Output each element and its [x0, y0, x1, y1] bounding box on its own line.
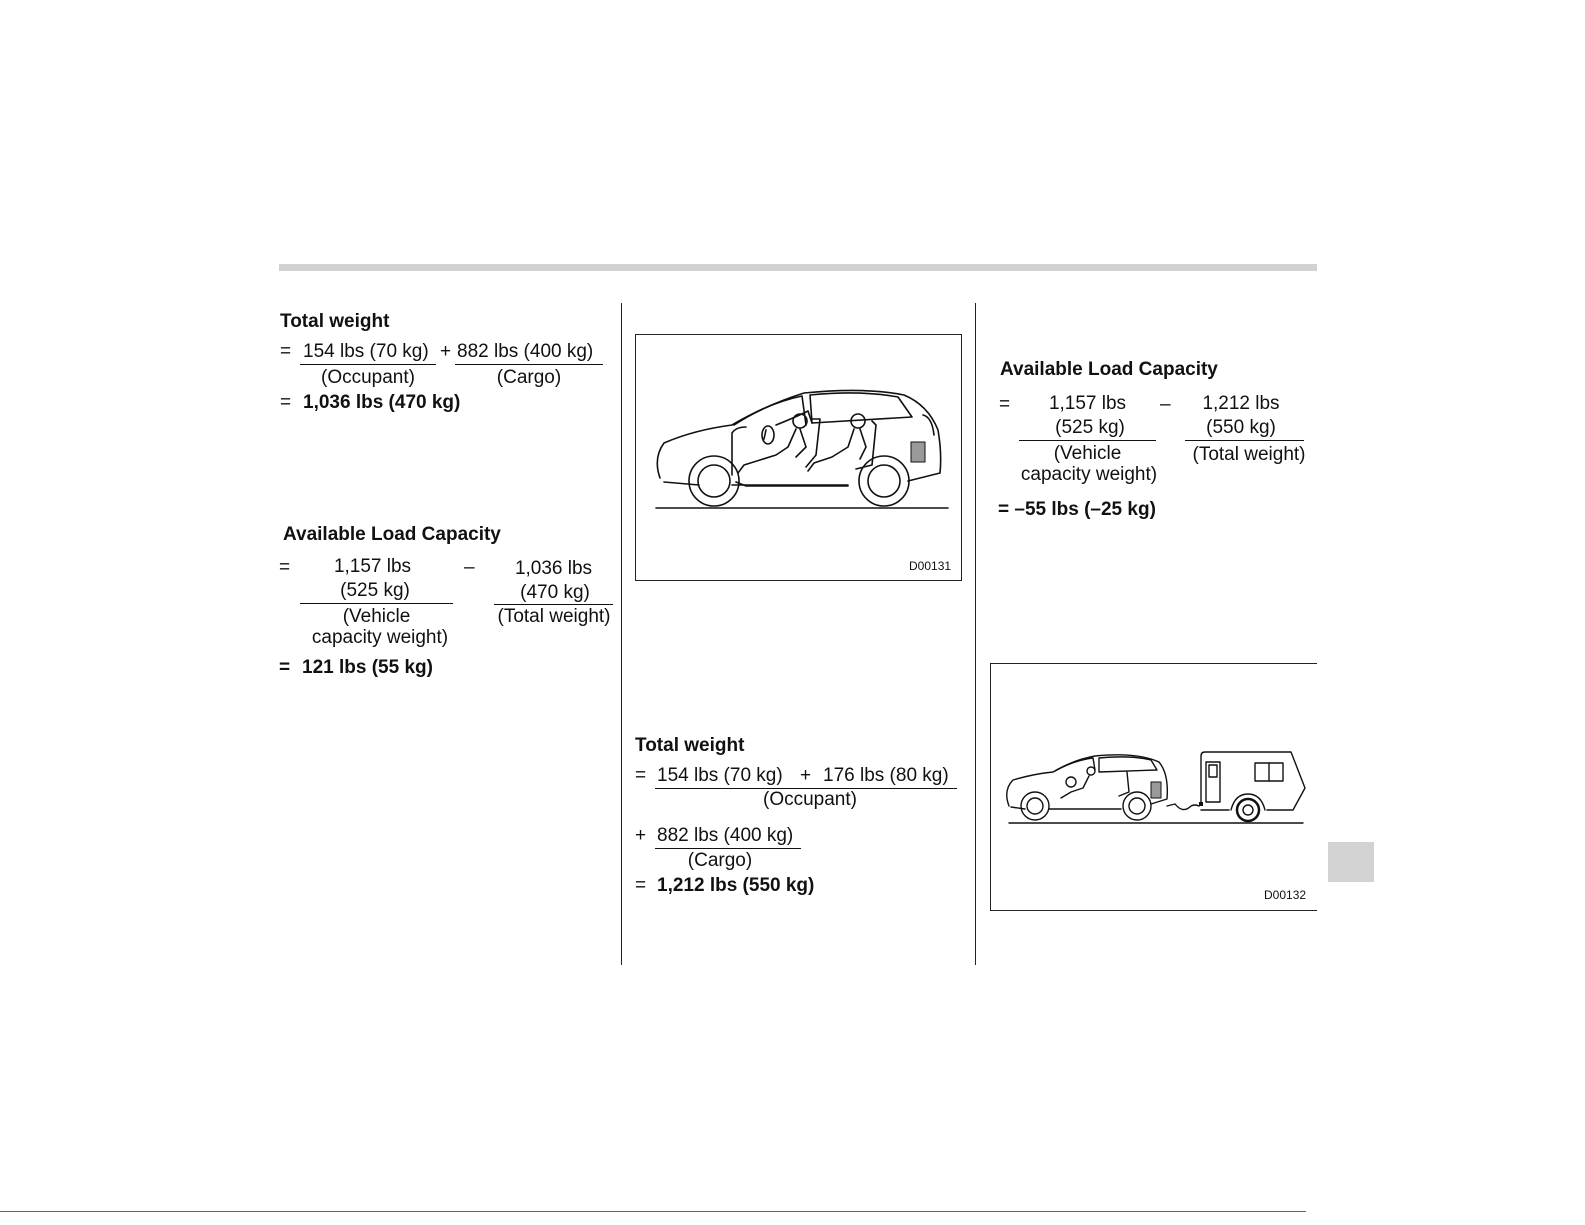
total-weight-kg: (550 kg) — [1206, 417, 1276, 438]
figure-car-towing — [990, 663, 1317, 911]
vehicle-capacity-underline — [300, 603, 453, 604]
total-weight-lbs: 1,036 lbs — [514, 558, 593, 579]
car-occupants-cargo-illustration — [636, 335, 961, 580]
passenger-weight-term: 176 lbs (80 kg) — [823, 765, 949, 786]
vehicle-label-line2: capacity weight) — [1020, 464, 1158, 485]
bottom-rule — [0, 1211, 1306, 1212]
cargo-weight-term: 882 lbs (400 kg) — [657, 825, 794, 846]
chapter-tab — [1328, 842, 1374, 882]
vehicle-label-line1: (Vehicle — [342, 606, 411, 627]
header-bar — [279, 264, 1317, 271]
occupant-label: (Occupant) — [763, 789, 857, 810]
equals-sign: = — [279, 657, 291, 678]
vehicle-label-line2: capacity weight) — [311, 627, 449, 648]
occupant-underline — [300, 364, 436, 365]
minus-sign: – — [464, 557, 475, 578]
driver-weight-term: 154 lbs (70 kg) — [657, 765, 783, 786]
car-towing-trailer-illustration — [991, 664, 1317, 910]
cargo-underline — [655, 848, 801, 849]
cargo-label: (Cargo) — [687, 850, 753, 871]
equals-sign: = — [999, 394, 1011, 415]
vehicle-capacity-kg: (525 kg) — [340, 580, 410, 601]
plus-sign: + — [800, 765, 812, 786]
capacity-heading: Available Load Capacity — [283, 524, 501, 545]
figure-code: D00131 — [909, 559, 952, 573]
total-weight-heading: Total weight — [635, 735, 745, 756]
total-weight-underline — [494, 604, 613, 605]
vehicle-capacity-lbs: 1,157 lbs — [1048, 393, 1127, 414]
total-weight-label: (Total weight) — [497, 606, 611, 627]
minus-sign: – — [1160, 394, 1171, 415]
occupant-label: (Occupant) — [321, 367, 415, 388]
total-weight-underline — [1185, 440, 1304, 441]
cargo-label: (Cargo) — [496, 367, 562, 388]
capacity-heading: Available Load Capacity — [1000, 359, 1218, 380]
cargo-weight-term: 882 lbs (400 kg) — [457, 341, 594, 362]
plus-sign: + — [440, 341, 452, 362]
total-weight-kg: (470 kg) — [520, 582, 590, 603]
occupant-weight-term: 154 lbs (70 kg) — [303, 341, 429, 362]
cargo-underline — [455, 364, 603, 365]
total-weight-result: 1,036 lbs (470 kg) — [303, 392, 461, 413]
total-weight-result: 1,212 lbs (550 kg) — [657, 875, 815, 896]
vehicle-capacity-underline — [1019, 440, 1156, 441]
equals-sign: = — [635, 765, 647, 786]
plus-sign: + — [635, 825, 647, 846]
equals-sign: = — [280, 392, 292, 413]
column-divider-right — [975, 303, 976, 965]
column-divider-left — [621, 303, 622, 965]
vehicle-capacity-kg: (525 kg) — [1055, 417, 1125, 438]
total-weight-lbs: 1,212 lbs — [1202, 393, 1280, 414]
total-weight-label: (Total weight) — [1192, 444, 1306, 465]
capacity-result: = –55 lbs (–25 kg) — [998, 499, 1156, 520]
figure-code: D00132 — [1264, 888, 1307, 902]
total-weight-heading: Total weight — [280, 311, 390, 332]
equals-sign: = — [635, 875, 647, 896]
capacity-result: 121 lbs (55 kg) — [302, 657, 433, 678]
vehicle-label-line1: (Vehicle — [1053, 443, 1122, 464]
equals-sign: = — [279, 557, 291, 578]
equals-sign: = — [280, 341, 292, 362]
vehicle-capacity-lbs: 1,157 lbs — [333, 556, 412, 577]
figure-car-occupants — [635, 334, 962, 581]
